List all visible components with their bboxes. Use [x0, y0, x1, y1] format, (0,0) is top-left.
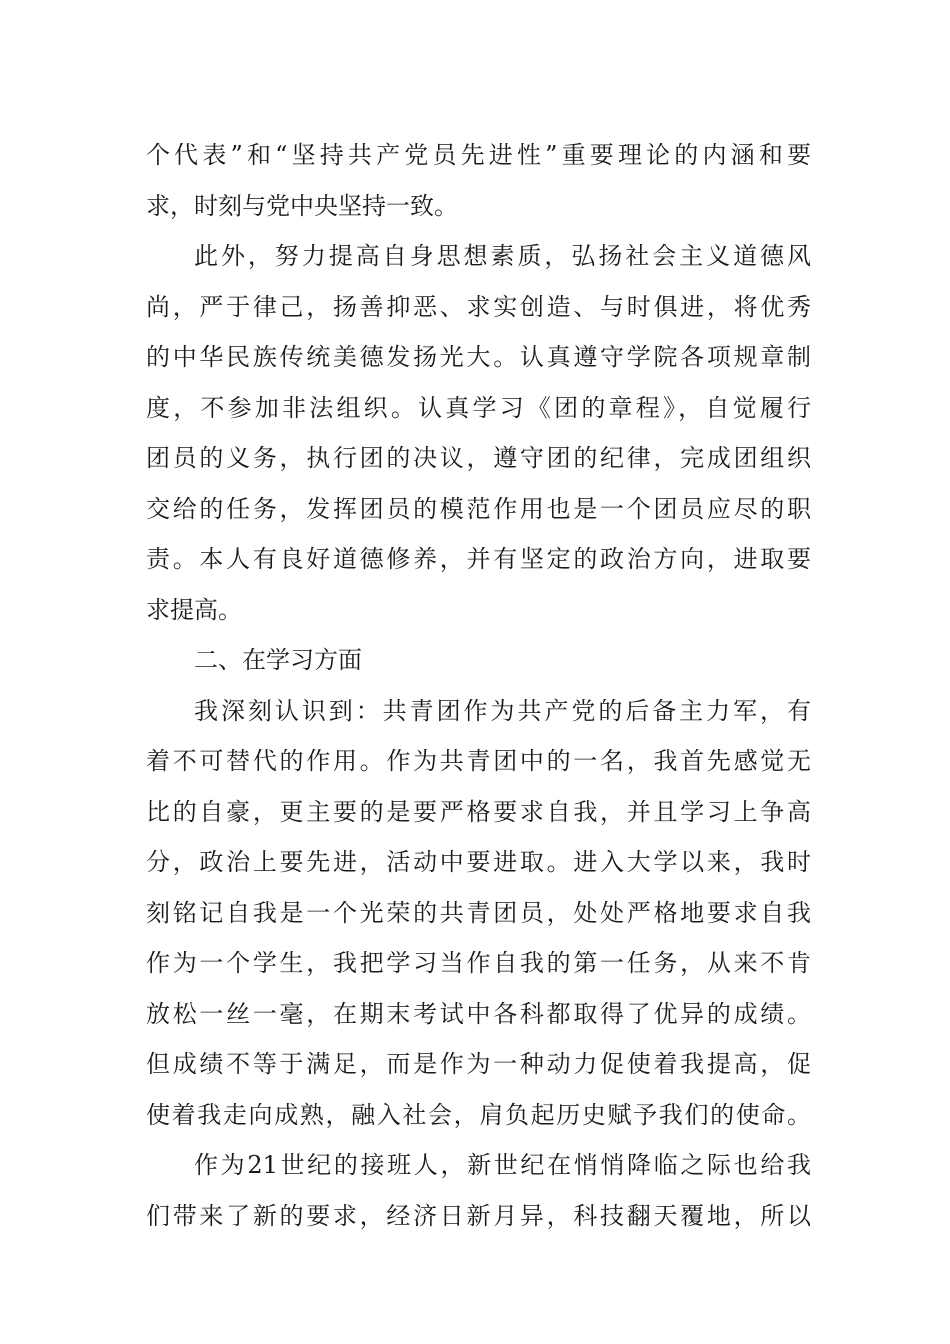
text-line: 刻铭记自我是一个光荣的共青团员，处处严格地要求自我	[146, 898, 811, 927]
text-line: 作为一个学生，我把学习当作自我的第一任务，从来不肯	[146, 949, 811, 977]
paragraph-start-line: 我深刻认识到：共青团作为共产党的后备主力军，有	[194, 696, 811, 725]
text-line: 团员的义务，执行团的决议，遵守团的纪律，完成团组织	[146, 444, 811, 472]
text-line: 责。本人有良好道德修养，并有坚定的政治方向，进取要	[146, 545, 811, 573]
paragraph-start-line: 作为21世纪的接班人，新世纪在悄悄降临之际也给我	[194, 1151, 811, 1179]
text-line: 个代表”和“坚持共产党员先进性”重要理论的内涵和要	[146, 141, 811, 169]
text-line: 分，政治上要先进，活动中要进取。进入大学以来，我时	[146, 848, 811, 876]
section-heading: 二、在学习方面	[194, 646, 362, 674]
text-line: 求，时刻与党中央坚持一致。	[146, 191, 458, 220]
text-line: 的中华民族传统美德发扬光大。认真遵守学院各项规章制	[146, 343, 811, 371]
document-body	[146, 130, 811, 1241]
paragraph-start-line: 此外，努力提高自身思想素质，弘扬社会主义道德风	[194, 242, 811, 270]
text-line: 比的自豪，更主要的是要严格要求自我，并且学习上争高	[146, 797, 811, 826]
text-line: 但成绩不等于满足，而是作为一种动力促使着我提高，促	[146, 1050, 811, 1078]
text-line: 交给的任务，发挥团员的模范作用也是一个团员应尽的职	[146, 494, 811, 523]
text-line: 求提高。	[146, 595, 242, 624]
text-line: 使着我走向成熟，融入社会，肩负起历史赋予我们的使命。	[146, 1100, 811, 1129]
text-line: 们带来了新的要求，经济日新月异，科技翻天覆地，所以	[146, 1201, 811, 1230]
text-line: 着不可替代的作用。作为共青团中的一名，我首先感觉无	[146, 747, 811, 775]
text-line: 尚，严于律己，扬善抑恶、求实创造、与时俱进，将优秀	[146, 292, 811, 321]
text-line: 放松一丝一毫，在期末考试中各科都取得了优异的成绩。	[146, 999, 811, 1028]
text-line: 度，不参加非法组织。认真学习《团的章程》，自觉履行	[146, 393, 811, 422]
